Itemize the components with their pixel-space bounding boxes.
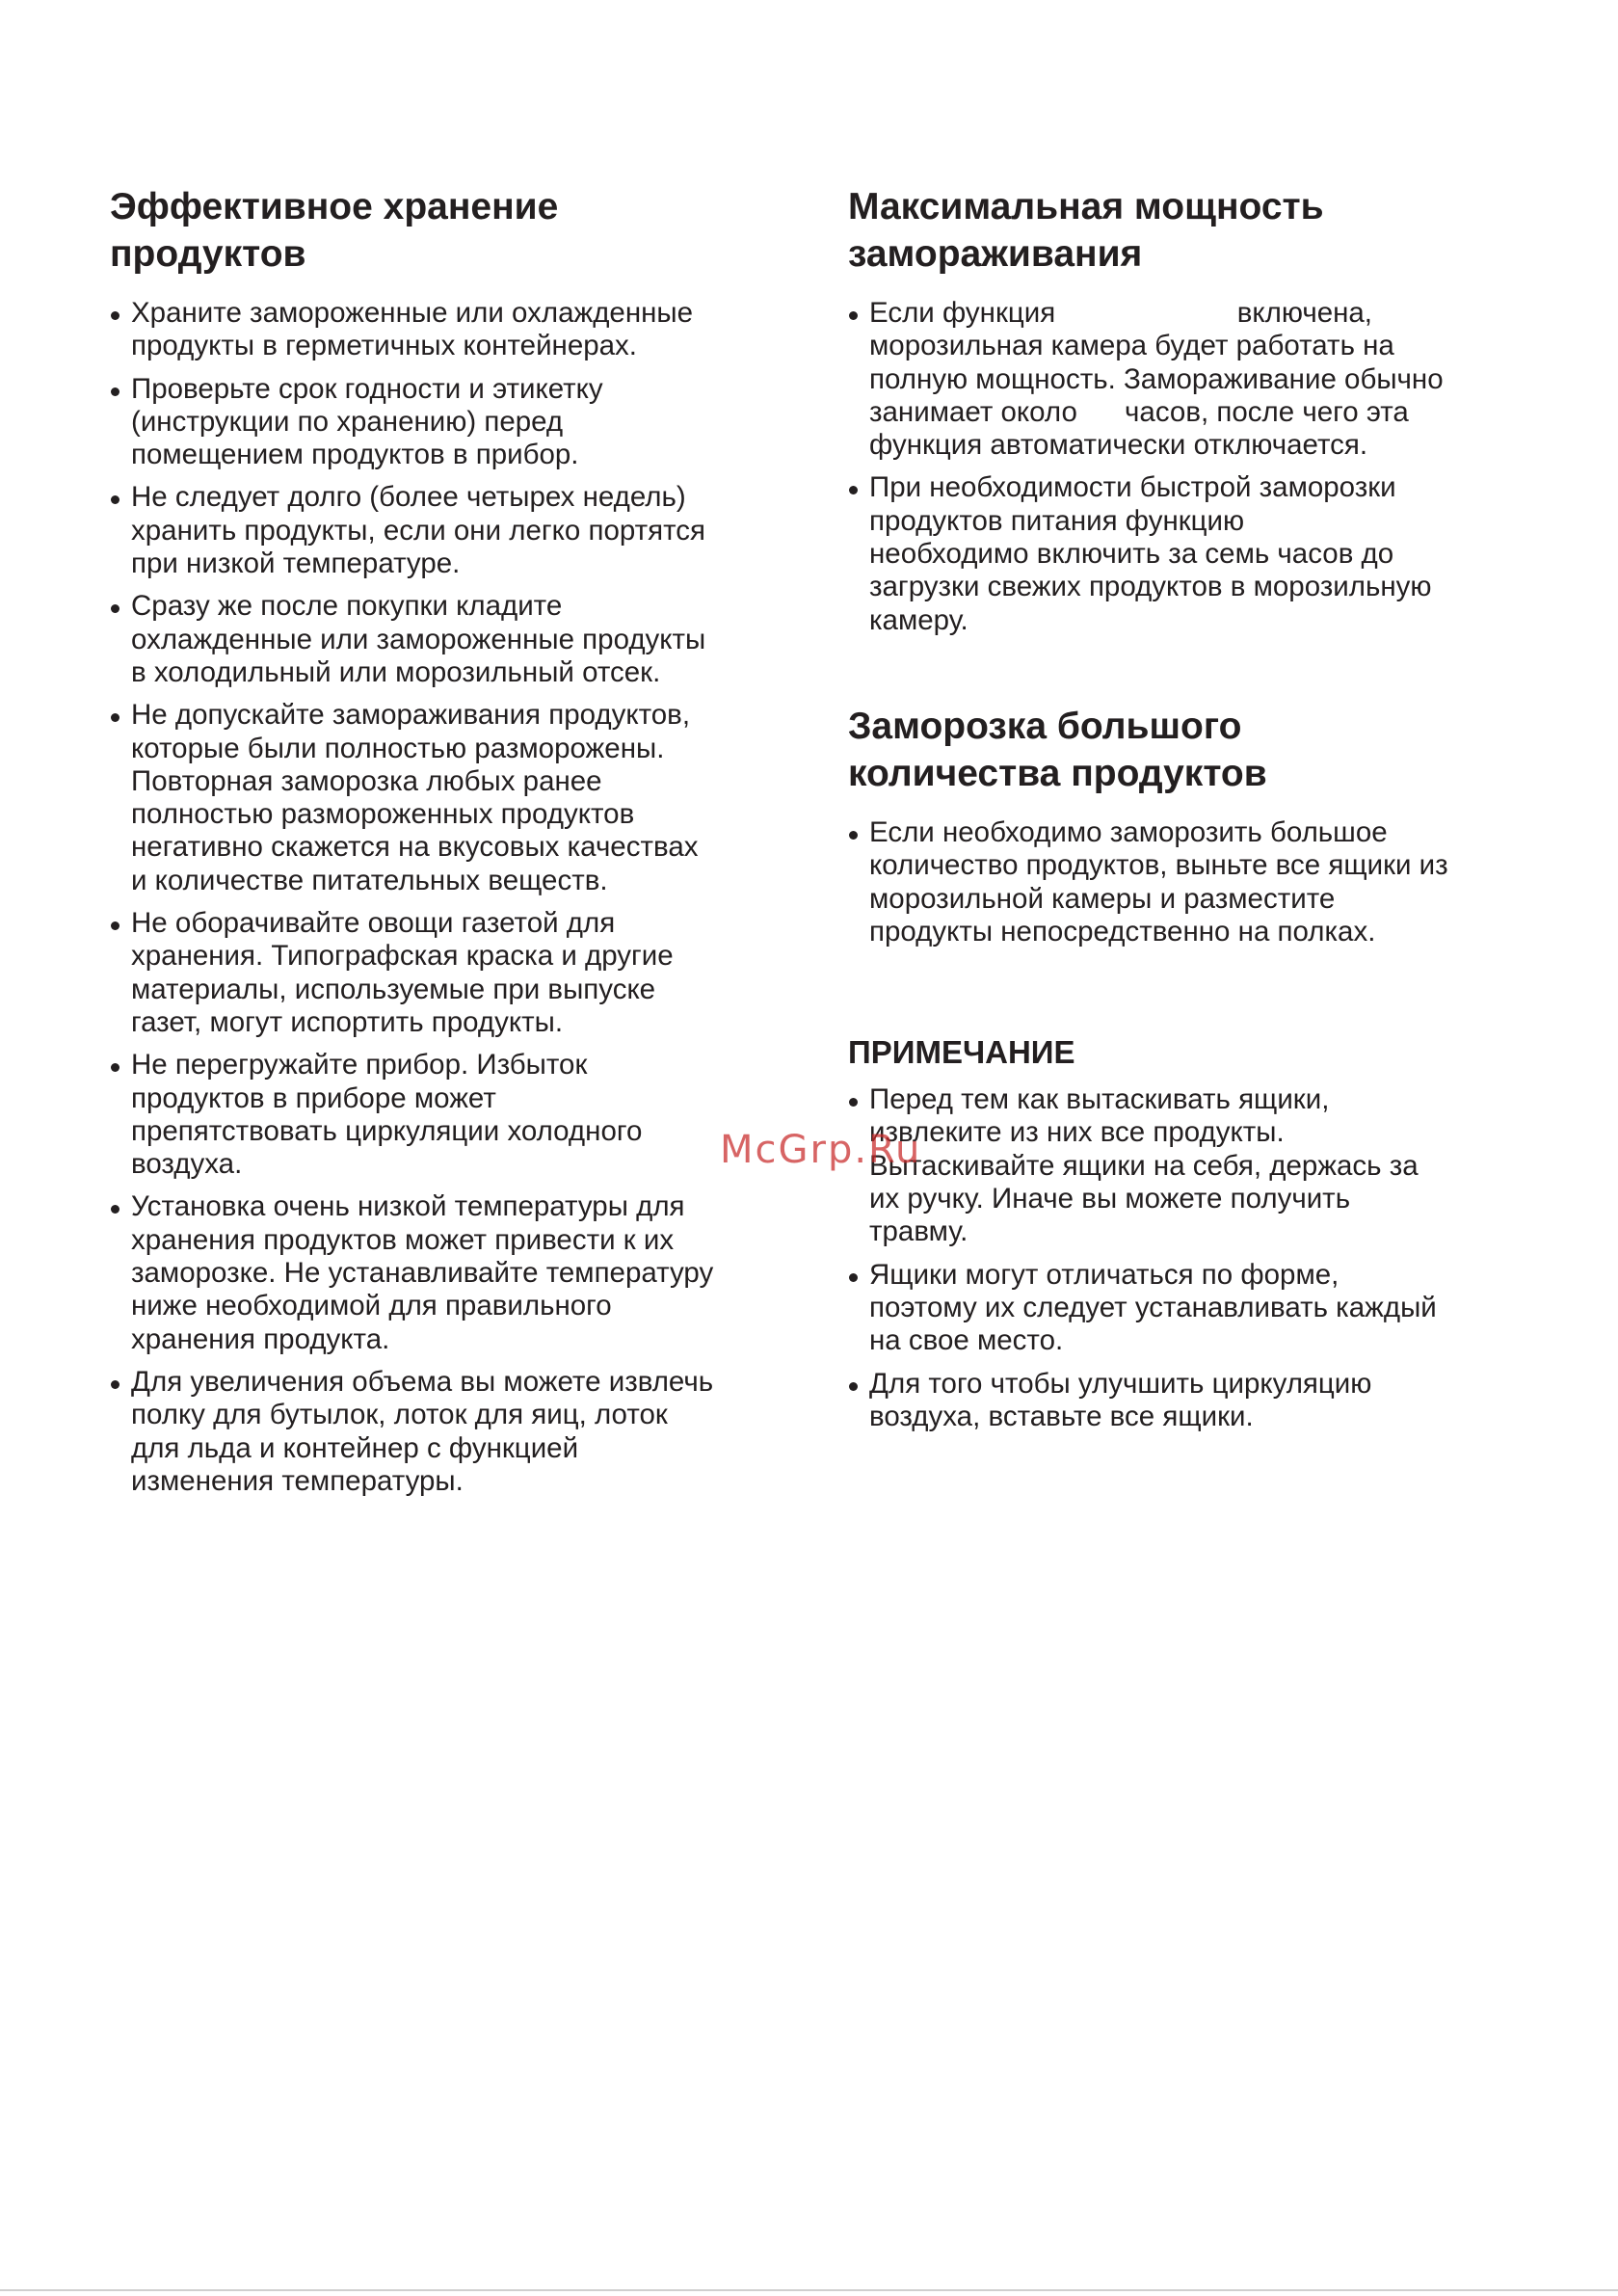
list-item: Ящики могут отличаться по форме, поэтому их следует устанавливать каждый на свое место. <box>848 1259 1523 1358</box>
list-item: Проверьте срок годности и этикетку (инструкции по хранению) перед помещением продуктов в прибор. <box>110 373 784 472</box>
watermark: McGrp.Ru <box>720 1128 922 1172</box>
bullet-list <box>848 816 1523 948</box>
section-title <box>110 183 784 278</box>
section-title <box>848 703 1523 797</box>
list-item: При необходимости быстрой заморозки продуктов питания функцию необходимо включить за семь часов до загрузки свежих продуктов в морозильную камеру. <box>848 471 1523 636</box>
list-item: Не следует долго (более четырех недель) хранить продукты, если они легко портятся при низкой температуре. <box>110 481 784 580</box>
list-item: Если необходимо заморозить большое количество продуктов, выньте все ящики из морозильной камеры и разместите продукты непосредственно на полках. <box>848 816 1523 948</box>
page-bottom-divider <box>0 2289 1618 2291</box>
note-title: ПРИМЕЧАНИЕ <box>848 1034 1075 1071</box>
title-line: продуктов <box>110 233 306 275</box>
title-line: замораживания <box>848 233 1143 275</box>
section-bulk-freezing <box>848 703 1523 948</box>
left-column <box>110 183 784 1508</box>
list-item: Не допускайте замораживания продуктов, которые были полностью разморожены. Повторная заморозка любых ранее полностью размороженных продуктов негативно скажется на вкусовых качествах и количестве питательных веществ. <box>110 699 784 897</box>
list-item: Храните замороженные или охлажденные продукты в герметичных контейнерах. <box>110 297 784 363</box>
bullet-list <box>848 1083 1523 1433</box>
list-item: Для того чтобы улучшить циркуляцию воздуха, вставьте все ящики. <box>848 1368 1523 1434</box>
bullet-list <box>848 297 1523 637</box>
title-line: Эффективное хранение <box>110 186 559 227</box>
section-efficient-storage <box>110 183 784 1498</box>
title-line: количества продуктов <box>848 752 1267 794</box>
section-max-freezing-power <box>848 183 1523 637</box>
section-note <box>848 1033 1523 1433</box>
list-item: Если функция включена, морозильная камера будет работать на полную мощность. Замораживание обычно занимает около часов, после чего эта функция автоматически отключается. <box>848 297 1523 462</box>
right-column <box>848 183 1523 1443</box>
list-item: Установка очень низкой температуры для хранения продуктов может привести к их заморозке. Не устанавливайте температуру ниже необходимой для правильного хранения продукта. <box>110 1190 784 1355</box>
list-item: Не оборачивайте овощи газетой для хранения. Типографская краска и другие материалы, используемые при выпуске газет, могут испортить продукты. <box>110 907 784 1039</box>
list-item: Сразу же после покупки кладите охлажденные или замороженные продукты в холодильный или морозильный отсек. <box>110 590 784 689</box>
list-item: Для увеличения объема вы можете извлечь полку для бутылок, лоток для яиц, лоток для льда и контейнер с функцией изменения температуры. <box>110 1366 784 1498</box>
list-item: Перед тем как вытаскивать ящики, извлеките из них все продукты. Вытаскивайте ящики на себя, держась за их ручку. Иначе вы можете получить травму. <box>848 1083 1523 1248</box>
title-line: Заморозка большого <box>848 705 1242 747</box>
title-line: Максимальная мощность <box>848 186 1324 227</box>
section-title <box>848 183 1523 278</box>
bullet-list <box>110 297 784 1498</box>
list-item: Не перегружайте прибор. Избыток продуктов в приборе может препятствовать циркуляции холодного воздуха. <box>110 1049 784 1181</box>
